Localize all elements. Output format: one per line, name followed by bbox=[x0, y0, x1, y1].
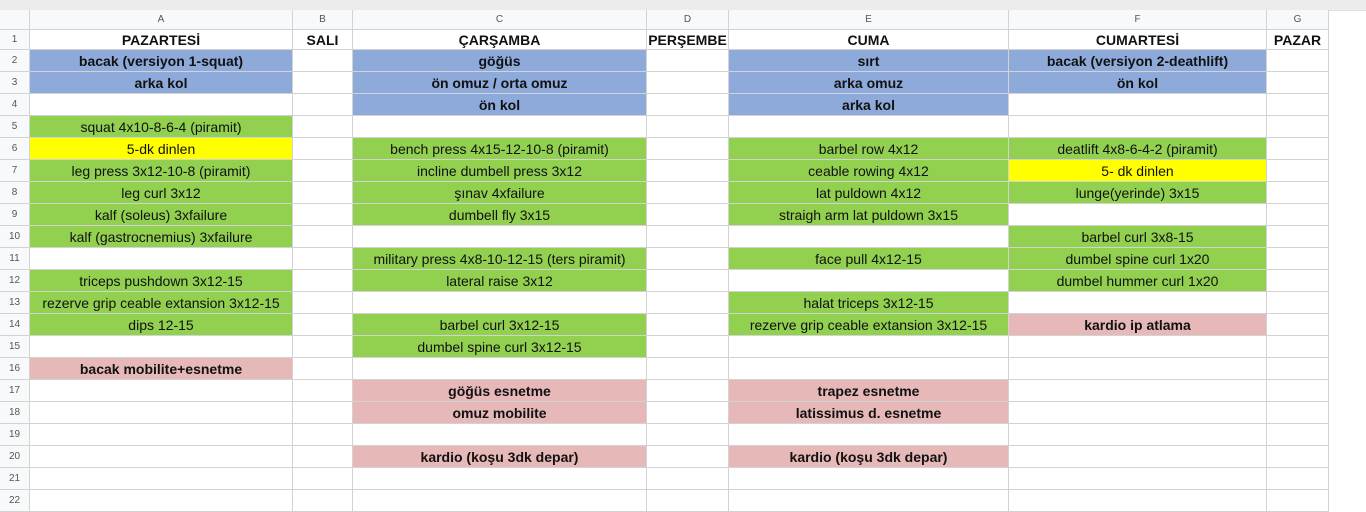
cell-e12[interactable] bbox=[729, 270, 1009, 292]
cell-b13[interactable] bbox=[293, 292, 353, 314]
cell-g18[interactable] bbox=[1267, 402, 1329, 424]
cell-b22[interactable] bbox=[293, 490, 353, 512]
cell-b4[interactable] bbox=[293, 94, 353, 116]
column-header-e[interactable]: E bbox=[729, 10, 1009, 30]
cell-f9[interactable] bbox=[1009, 204, 1267, 226]
cell-d11[interactable] bbox=[647, 248, 729, 270]
cell-b12[interactable] bbox=[293, 270, 353, 292]
cell-a6[interactable]: 5-dk dinlen bbox=[30, 138, 293, 160]
cell-a3[interactable]: arka kol bbox=[30, 72, 293, 94]
cell-b15[interactable] bbox=[293, 336, 353, 358]
cell-f8[interactable]: lunge(yerinde) 3x15 bbox=[1009, 182, 1267, 204]
cell-e17[interactable]: trapez esnetme bbox=[729, 380, 1009, 402]
cell-f4[interactable] bbox=[1009, 94, 1267, 116]
cell-d13[interactable] bbox=[647, 292, 729, 314]
cell-f14[interactable]: kardio ip atlama bbox=[1009, 314, 1267, 336]
cell-d19[interactable] bbox=[647, 424, 729, 446]
cell-d2[interactable] bbox=[647, 50, 729, 72]
select-all-corner[interactable] bbox=[0, 10, 30, 30]
cell-g22[interactable] bbox=[1267, 490, 1329, 512]
row-header-19[interactable]: 19 bbox=[0, 424, 30, 446]
cell-g3[interactable] bbox=[1267, 72, 1329, 94]
cell-f18[interactable] bbox=[1009, 402, 1267, 424]
cell-e7[interactable]: ceable rowing 4x12 bbox=[729, 160, 1009, 182]
cell-e4[interactable]: arka kol bbox=[729, 94, 1009, 116]
cell-c8[interactable]: şınav 4xfailure bbox=[353, 182, 647, 204]
cell-g5[interactable] bbox=[1267, 116, 1329, 138]
cell-c14[interactable]: barbel curl 3x12-15 bbox=[353, 314, 647, 336]
cell-e13[interactable]: halat triceps 3x12-15 bbox=[729, 292, 1009, 314]
cell-a20[interactable] bbox=[30, 446, 293, 468]
cell-c20[interactable]: kardio (koşu 3dk depar) bbox=[353, 446, 647, 468]
cell-a11[interactable] bbox=[30, 248, 293, 270]
cell-c22[interactable] bbox=[353, 490, 647, 512]
cell-c4[interactable]: ön kol bbox=[353, 94, 647, 116]
column-header-c[interactable]: C bbox=[353, 10, 647, 30]
cell-f6[interactable]: deatlift 4x8-6-4-2 (piramit) bbox=[1009, 138, 1267, 160]
cell-c15[interactable]: dumbel spine curl 3x12-15 bbox=[353, 336, 647, 358]
cell-b7[interactable] bbox=[293, 160, 353, 182]
cell-e3[interactable]: arka omuz bbox=[729, 72, 1009, 94]
cell-e20[interactable]: kardio (koşu 3dk depar) bbox=[729, 446, 1009, 468]
cell-b9[interactable] bbox=[293, 204, 353, 226]
cell-b2[interactable] bbox=[293, 50, 353, 72]
cell-a7[interactable]: leg press 3x12-10-8 (piramit) bbox=[30, 160, 293, 182]
cell-e5[interactable] bbox=[729, 116, 1009, 138]
cell-d10[interactable] bbox=[647, 226, 729, 248]
cell-d5[interactable] bbox=[647, 116, 729, 138]
column-header-f[interactable]: F bbox=[1009, 10, 1267, 30]
cell-e10[interactable] bbox=[729, 226, 1009, 248]
cell-d18[interactable] bbox=[647, 402, 729, 424]
cell-g12[interactable] bbox=[1267, 270, 1329, 292]
cell-c21[interactable] bbox=[353, 468, 647, 490]
cell-b19[interactable] bbox=[293, 424, 353, 446]
row-header-9[interactable]: 9 bbox=[0, 204, 30, 226]
cell-b21[interactable] bbox=[293, 468, 353, 490]
cell-f19[interactable] bbox=[1009, 424, 1267, 446]
cell-c9[interactable]: dumbell fly 3x15 bbox=[353, 204, 647, 226]
cell-g9[interactable] bbox=[1267, 204, 1329, 226]
cell-c3[interactable]: ön omuz / orta omuz bbox=[353, 72, 647, 94]
cell-c2[interactable]: göğüs bbox=[353, 50, 647, 72]
cell-c7[interactable]: incline dumbell press 3x12 bbox=[353, 160, 647, 182]
cell-a18[interactable] bbox=[30, 402, 293, 424]
cell-d4[interactable] bbox=[647, 94, 729, 116]
cell-d6[interactable] bbox=[647, 138, 729, 160]
cell-b20[interactable] bbox=[293, 446, 353, 468]
cell-d14[interactable] bbox=[647, 314, 729, 336]
row-header-6[interactable]: 6 bbox=[0, 138, 30, 160]
cell-e9[interactable]: straigh arm lat puldown 3x15 bbox=[729, 204, 1009, 226]
column-header-d[interactable]: D bbox=[647, 10, 729, 30]
cell-b3[interactable] bbox=[293, 72, 353, 94]
row-header-18[interactable]: 18 bbox=[0, 402, 30, 424]
cell-a2[interactable]: bacak (versiyon 1-squat) bbox=[30, 50, 293, 72]
cell-c5[interactable] bbox=[353, 116, 647, 138]
row-header-10[interactable]: 10 bbox=[0, 226, 30, 248]
cell-g19[interactable] bbox=[1267, 424, 1329, 446]
cell-d22[interactable] bbox=[647, 490, 729, 512]
cell-b8[interactable] bbox=[293, 182, 353, 204]
cell-c13[interactable] bbox=[353, 292, 647, 314]
cell-d16[interactable] bbox=[647, 358, 729, 380]
cell-b18[interactable] bbox=[293, 402, 353, 424]
cell-d7[interactable] bbox=[647, 160, 729, 182]
cell-a15[interactable] bbox=[30, 336, 293, 358]
cell-g2[interactable] bbox=[1267, 50, 1329, 72]
cell-e15[interactable] bbox=[729, 336, 1009, 358]
cell-c17[interactable]: göğüs esnetme bbox=[353, 380, 647, 402]
cell-a14[interactable]: dips 12-15 bbox=[30, 314, 293, 336]
cell-g16[interactable] bbox=[1267, 358, 1329, 380]
cell-g4[interactable] bbox=[1267, 94, 1329, 116]
cell-d8[interactable] bbox=[647, 182, 729, 204]
cell-g15[interactable] bbox=[1267, 336, 1329, 358]
cell-d3[interactable] bbox=[647, 72, 729, 94]
cell-b6[interactable] bbox=[293, 138, 353, 160]
cell-f20[interactable] bbox=[1009, 446, 1267, 468]
cell-b17[interactable] bbox=[293, 380, 353, 402]
cell-b11[interactable] bbox=[293, 248, 353, 270]
row-header-2[interactable]: 2 bbox=[0, 50, 30, 72]
cell-a22[interactable] bbox=[30, 490, 293, 512]
row-header-22[interactable]: 22 bbox=[0, 490, 30, 512]
row-header-11[interactable]: 11 bbox=[0, 248, 30, 270]
column-header-g[interactable]: G bbox=[1267, 10, 1329, 30]
row-header-15[interactable]: 15 bbox=[0, 336, 30, 358]
cell-g17[interactable] bbox=[1267, 380, 1329, 402]
cell-g20[interactable] bbox=[1267, 446, 1329, 468]
column-header-a[interactable]: A bbox=[30, 10, 293, 30]
cell-a10[interactable]: kalf (gastrocnemius) 3xfailure bbox=[30, 226, 293, 248]
cell-g21[interactable] bbox=[1267, 468, 1329, 490]
cell-a5[interactable]: squat 4x10-8-6-4 (piramit) bbox=[30, 116, 293, 138]
cell-g1[interactable]: PAZAR bbox=[1267, 30, 1329, 50]
cell-c12[interactable]: lateral raise 3x12 bbox=[353, 270, 647, 292]
row-header-20[interactable]: 20 bbox=[0, 446, 30, 468]
row-header-1[interactable]: 1 bbox=[0, 30, 30, 50]
cell-f15[interactable] bbox=[1009, 336, 1267, 358]
cell-f10[interactable]: barbel curl 3x8-15 bbox=[1009, 226, 1267, 248]
cell-c19[interactable] bbox=[353, 424, 647, 446]
cell-a21[interactable] bbox=[30, 468, 293, 490]
cell-b5[interactable] bbox=[293, 116, 353, 138]
cell-f13[interactable] bbox=[1009, 292, 1267, 314]
row-header-3[interactable]: 3 bbox=[0, 72, 30, 94]
cell-a13[interactable]: rezerve grip ceable extansion 3x12-15 bbox=[30, 292, 293, 314]
column-header-b[interactable]: B bbox=[293, 10, 353, 30]
cell-e1[interactable]: CUMA bbox=[729, 30, 1009, 50]
cell-d20[interactable] bbox=[647, 446, 729, 468]
cell-e8[interactable]: lat puldown 4x12 bbox=[729, 182, 1009, 204]
cell-a17[interactable] bbox=[30, 380, 293, 402]
cell-c10[interactable] bbox=[353, 226, 647, 248]
cell-f3[interactable]: ön kol bbox=[1009, 72, 1267, 94]
cell-f5[interactable] bbox=[1009, 116, 1267, 138]
cell-f22[interactable] bbox=[1009, 490, 1267, 512]
cell-a12[interactable]: triceps pushdown 3x12-15 bbox=[30, 270, 293, 292]
row-header-5[interactable]: 5 bbox=[0, 116, 30, 138]
row-header-17[interactable]: 17 bbox=[0, 380, 30, 402]
cell-e2[interactable]: sırt bbox=[729, 50, 1009, 72]
cell-a16[interactable]: bacak mobilite+esnetme bbox=[30, 358, 293, 380]
cell-c1[interactable]: ÇARŞAMBA bbox=[353, 30, 647, 50]
cell-d17[interactable] bbox=[647, 380, 729, 402]
cell-g7[interactable] bbox=[1267, 160, 1329, 182]
cell-e6[interactable]: barbel row 4x12 bbox=[729, 138, 1009, 160]
row-header-12[interactable]: 12 bbox=[0, 270, 30, 292]
cell-e18[interactable]: latissimus d. esnetme bbox=[729, 402, 1009, 424]
cell-b16[interactable] bbox=[293, 358, 353, 380]
cell-e14[interactable]: rezerve grip ceable extansion 3x12-15 bbox=[729, 314, 1009, 336]
cell-b14[interactable] bbox=[293, 314, 353, 336]
cell-g10[interactable] bbox=[1267, 226, 1329, 248]
cell-b10[interactable] bbox=[293, 226, 353, 248]
row-header-4[interactable]: 4 bbox=[0, 94, 30, 116]
cell-e16[interactable] bbox=[729, 358, 1009, 380]
cell-a9[interactable]: kalf (soleus) 3xfailure bbox=[30, 204, 293, 226]
row-header-14[interactable]: 14 bbox=[0, 314, 30, 336]
cell-f11[interactable]: dumbel spine curl 1x20 bbox=[1009, 248, 1267, 270]
cell-f17[interactable] bbox=[1009, 380, 1267, 402]
cell-g14[interactable] bbox=[1267, 314, 1329, 336]
cell-f2[interactable]: bacak (versiyon 2-deathlift) bbox=[1009, 50, 1267, 72]
row-header-7[interactable]: 7 bbox=[0, 160, 30, 182]
row-header-13[interactable]: 13 bbox=[0, 292, 30, 314]
cell-g6[interactable] bbox=[1267, 138, 1329, 160]
cell-a8[interactable]: leg curl 3x12 bbox=[30, 182, 293, 204]
cell-a4[interactable] bbox=[30, 94, 293, 116]
cell-e21[interactable] bbox=[729, 468, 1009, 490]
cell-d9[interactable] bbox=[647, 204, 729, 226]
cell-f7[interactable]: 5- dk dinlen bbox=[1009, 160, 1267, 182]
cell-d21[interactable] bbox=[647, 468, 729, 490]
cell-a1[interactable]: PAZARTESİ bbox=[30, 30, 293, 50]
row-header-21[interactable]: 21 bbox=[0, 468, 30, 490]
cell-c11[interactable]: military press 4x8-10-12-15 (ters piramit) bbox=[353, 248, 647, 270]
cell-e11[interactable]: face pull 4x12-15 bbox=[729, 248, 1009, 270]
cell-a19[interactable] bbox=[30, 424, 293, 446]
cell-f1[interactable]: CUMARTESİ bbox=[1009, 30, 1267, 50]
cell-d1[interactable]: PERŞEMBE bbox=[647, 30, 729, 50]
cell-c16[interactable] bbox=[353, 358, 647, 380]
cell-d15[interactable] bbox=[647, 336, 729, 358]
cell-e19[interactable] bbox=[729, 424, 1009, 446]
cell-c6[interactable]: bench press 4x15-12-10-8 (piramit) bbox=[353, 138, 647, 160]
cell-f21[interactable] bbox=[1009, 468, 1267, 490]
cell-b1[interactable]: SALI bbox=[293, 30, 353, 50]
cell-d12[interactable] bbox=[647, 270, 729, 292]
cell-f12[interactable]: dumbel hummer curl 1x20 bbox=[1009, 270, 1267, 292]
cell-g13[interactable] bbox=[1267, 292, 1329, 314]
cell-f16[interactable] bbox=[1009, 358, 1267, 380]
row-header-8[interactable]: 8 bbox=[0, 182, 30, 204]
row-header-16[interactable]: 16 bbox=[0, 358, 30, 380]
cell-g8[interactable] bbox=[1267, 182, 1329, 204]
cell-e22[interactable] bbox=[729, 490, 1009, 512]
cell-g11[interactable] bbox=[1267, 248, 1329, 270]
cell-c18[interactable]: omuz mobilite bbox=[353, 402, 647, 424]
